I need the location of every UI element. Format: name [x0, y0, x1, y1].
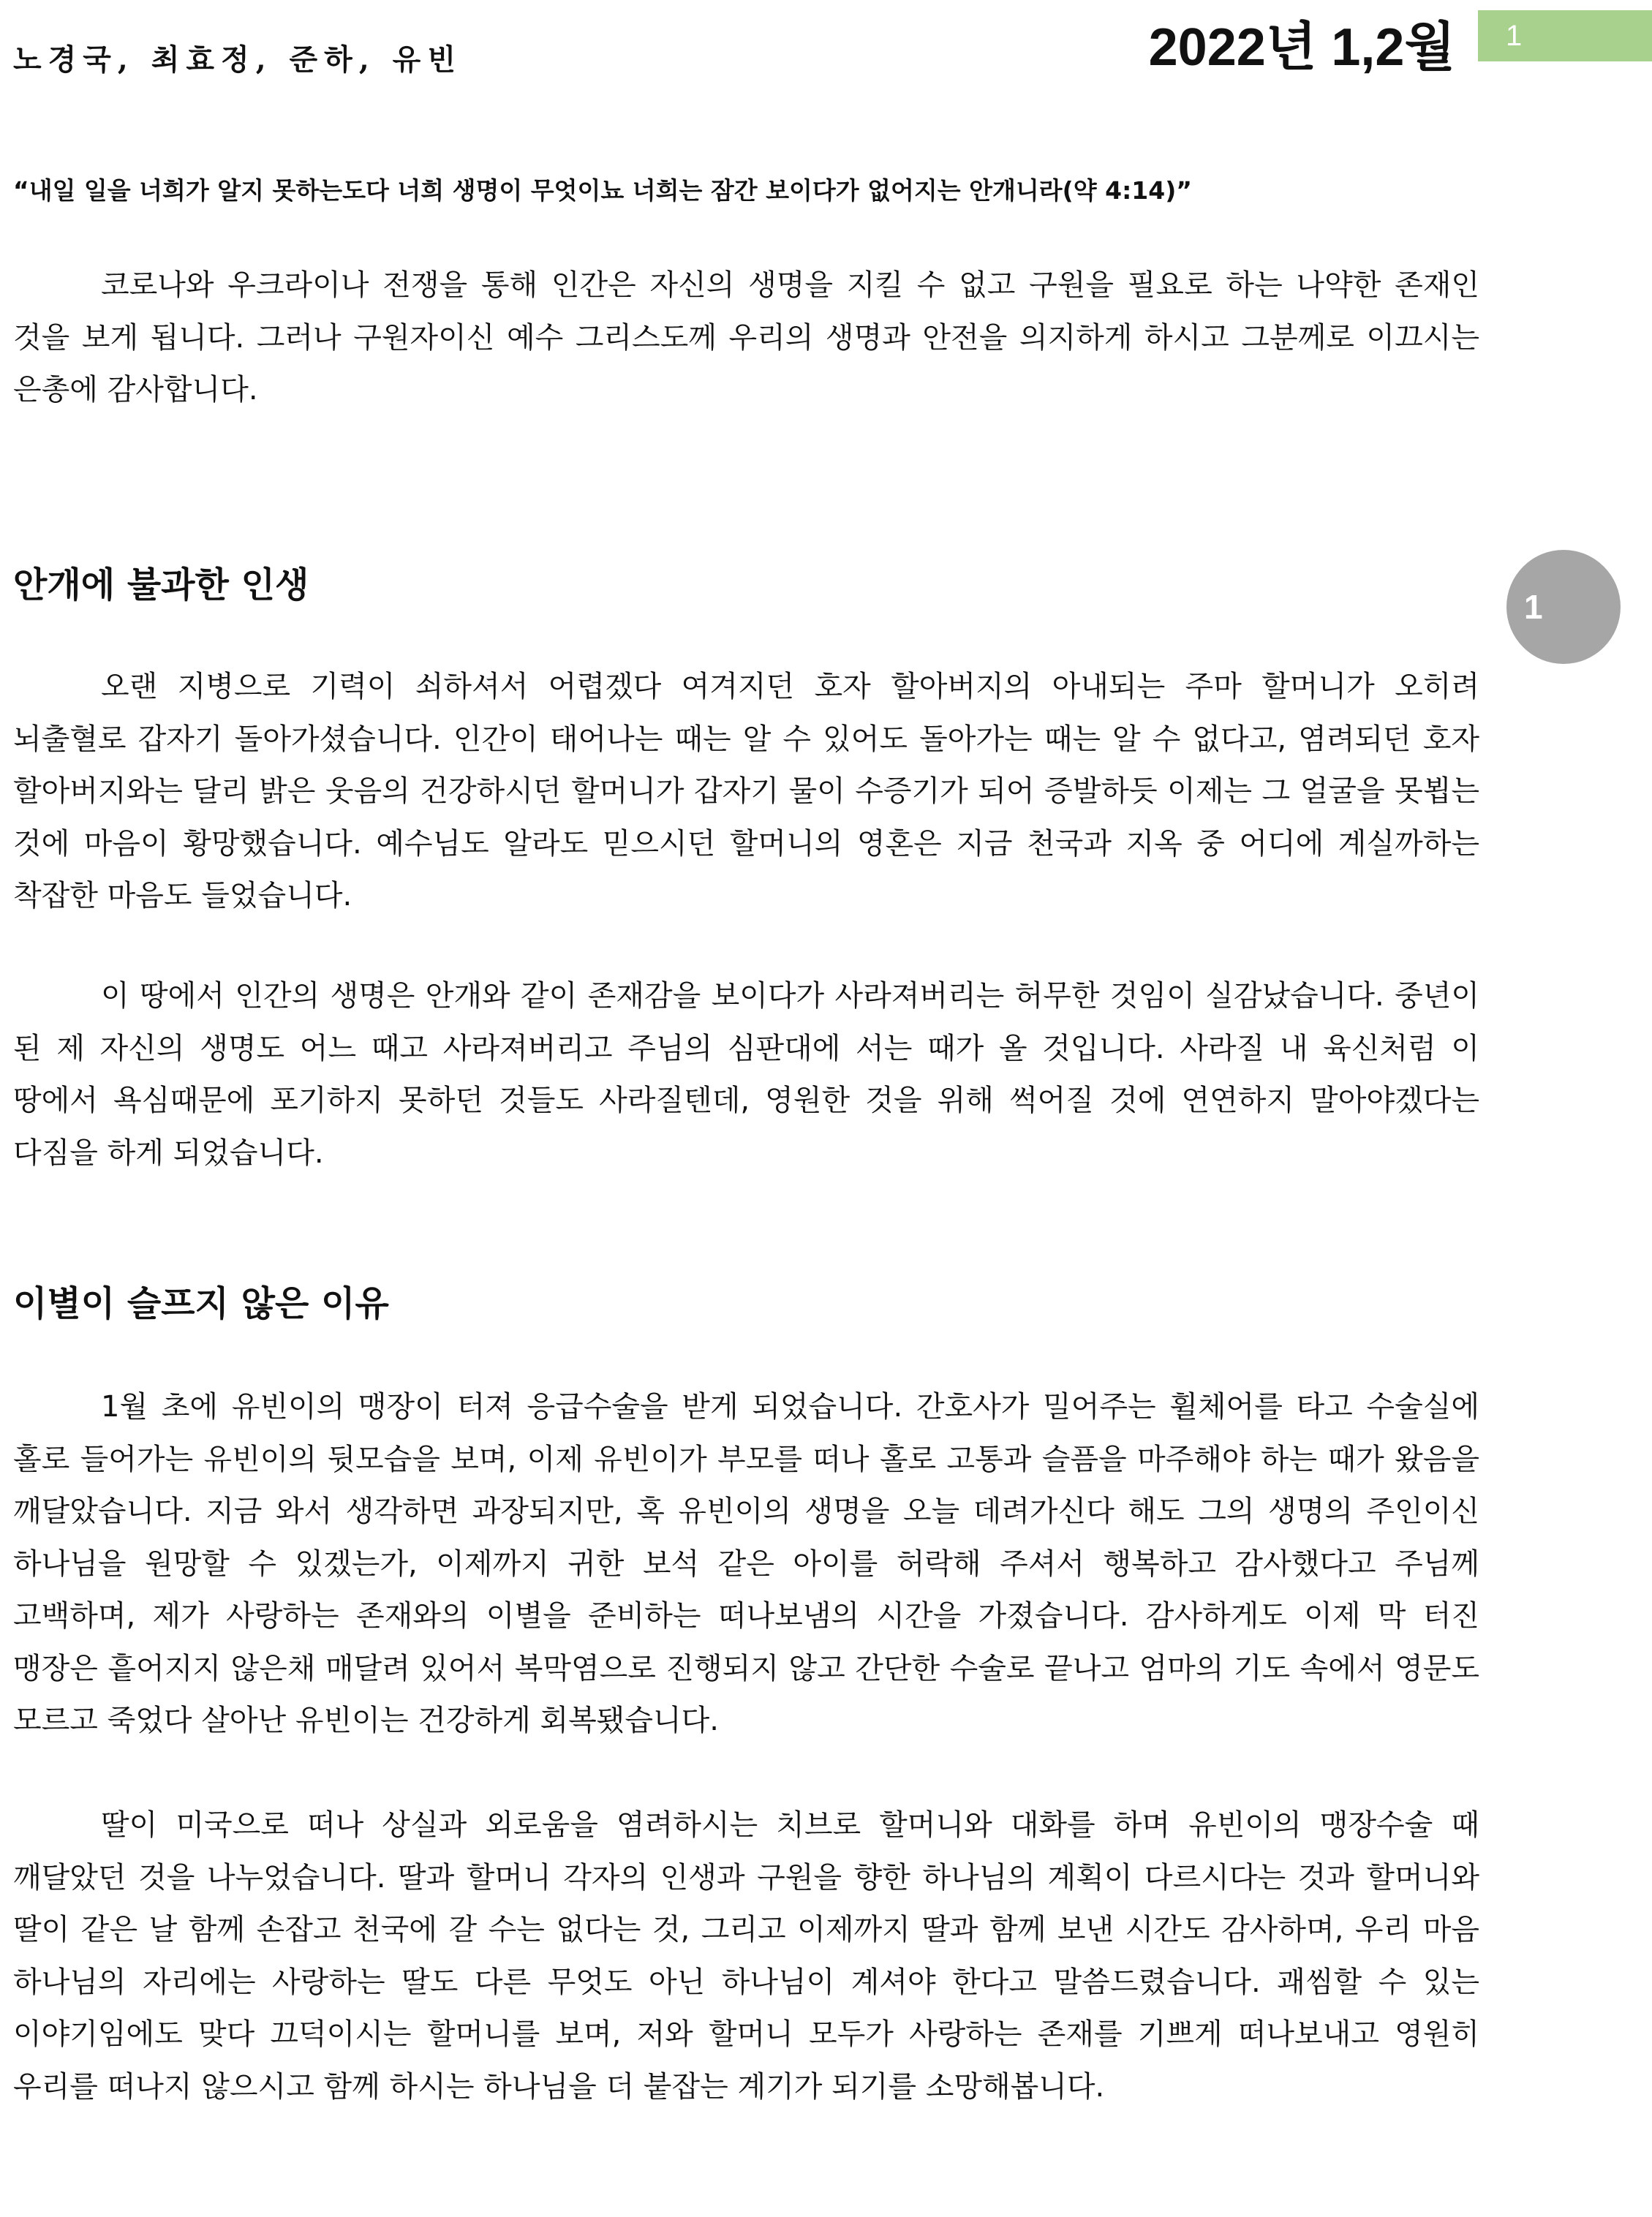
page-number-tab: 1 [1478, 10, 1652, 61]
newsletter-date-title: 2022년 1,2월 [1148, 18, 1455, 77]
section-1-paragraph-1: 오랜 지병으로 기력이 쇠하셔서 어렵겠다 여겨지던 호자 할아버지의 아내되는 주마 할머니가 오히려 뇌출혈로 갑자기 돌아가셨습니다. 인간이 태어나는 때는 알 수 있어도 돌아가는 때는 알 수 없다고, 염려되던 호자 할아버지와는 달리 밝은 웃음의 건강하시던 할머니가 갑자기 물이 수증기가 되어 증발하듯 이제는 그 얼굴을 못뵙는 것에 마음이 황망했습니다. 예수님도 알라도 믿으시던 할머니의 영혼은 지금 천국과 지옥 중 어디에 계실까하는 착잡한 마음도 들었습니다. [13, 670, 1479, 913]
section-1-paragraph-2: 이 땅에서 인간의 생명은 안개와 같이 존재감을 보이다가 사라져버리는 허무한 것임이 실감났습니다. 중년이 된 제 자신의 생명도 어느 때고 사라져버리고 주님의 심판대에 서는 때가 올 것입니다. 사라질 내 육신처럼 이 땅에서 욕심때문에 포기하지 못하던 것들도 사라질텐데, 영원한 것을 위해 썩어질 것에 연연하지 말아야겠다는 다짐을 하게 되었습니다. [13, 979, 1479, 1170]
section-heading-1: 안개에 불과한 인생 [13, 564, 309, 605]
section-heading-2: 이별이 슬프지 않은 이유 [13, 1283, 389, 1324]
intro-paragraph: 코로나와 우크라이나 전쟁을 통해 인간은 자신의 생명을 지킬 수 없고 구원을 필요로 하는 나약한 존재인 것을 보게 됩니다. 그러나 구원자이신 예수 그리스도께 우리의 생명과 안전을 의지하게 하시고 그분께로 이끄시는 은총에 감사합니다. [13, 268, 1479, 407]
section-2-paragraph-1: 1월 초에 유빈이의 맹장이 터져 응급수술을 받게 되었습니다. 간호사가 밀어주는 휠체어를 타고 수술실에 홀로 들어가는 유빈이의 뒷모습을 보며, 이제 유빈이가 부모를 떠나 홀로 고통과 슬픔을 마주해야 하는 때가 왔음을 깨달았습니다. 지금 와서 생각하면 과장되지만, 혹 유빈이의 생명을 오늘 데려가신다 해도 그의 생명의 주인이신 하나님을 원망할 수 있겠는가, 이제까지 귀한 보석 같은 아이를 허락해 주셔서 행복하고 감사했다고 주님께 고백하며, 제가 사랑하는 존재와의 이별을 준비하는 떠나보냄의 시간을 가졌습니다. 감사하게도 이제 막 터진 맹장은 흩어지지 않은채 매달려 있어서 복막염으로 진행되지 않고 간단한 수술로 끝나고 엄마의 기도 속에서 영문도 모르고 죽었다 살아난 유빈이는 건강하게 회복됐습니다. [13, 1390, 1479, 1737]
page-number-circle: 1 [1506, 550, 1621, 664]
scripture-verse: “내일 일을 너희가 알지 못하는도다 너희 생명이 무엇이뇨 너희는 잠간 보이다가 없어지는 안개니라(약 4:14)” [13, 176, 1192, 205]
authors-line: 노경국, 최효정, 준하, 유빈 [13, 42, 462, 77]
section-2-paragraph-2: 딸이 미국으로 떠나 상실과 외로움을 염려하시는 치브로 할머니와 대화를 하며 유빈이의 맹장수술 때 깨달았던 것을 나누었습니다. 딸과 할머니 각자의 인생과 구원을 향한 하나님의 계획이 다르시다는 것과 할머니와 딸이 같은 날 함께 손잡고 천국에 갈 수는 없다는 것, 그리고 이제까지 딸과 함께 보낸 시간도 감사하며, 우리 마음 하나님의 자리에는 사랑하는 딸도 다른 무엇도 아닌 하나님이 계셔야 한다고 말씀드렸습니다. 괘씸할 수 있는 이야기임에도 맞다 끄덕이시는 할머니를 보며, 저와 할머니 모두가 사랑하는 존재를 기쁘게 떠나보내고 영원히 우리를 떠나지 않으시고 함께 하시는 하나님을 더 붙잡는 계기가 되기를 소망해봅니다. [13, 1808, 1479, 2104]
